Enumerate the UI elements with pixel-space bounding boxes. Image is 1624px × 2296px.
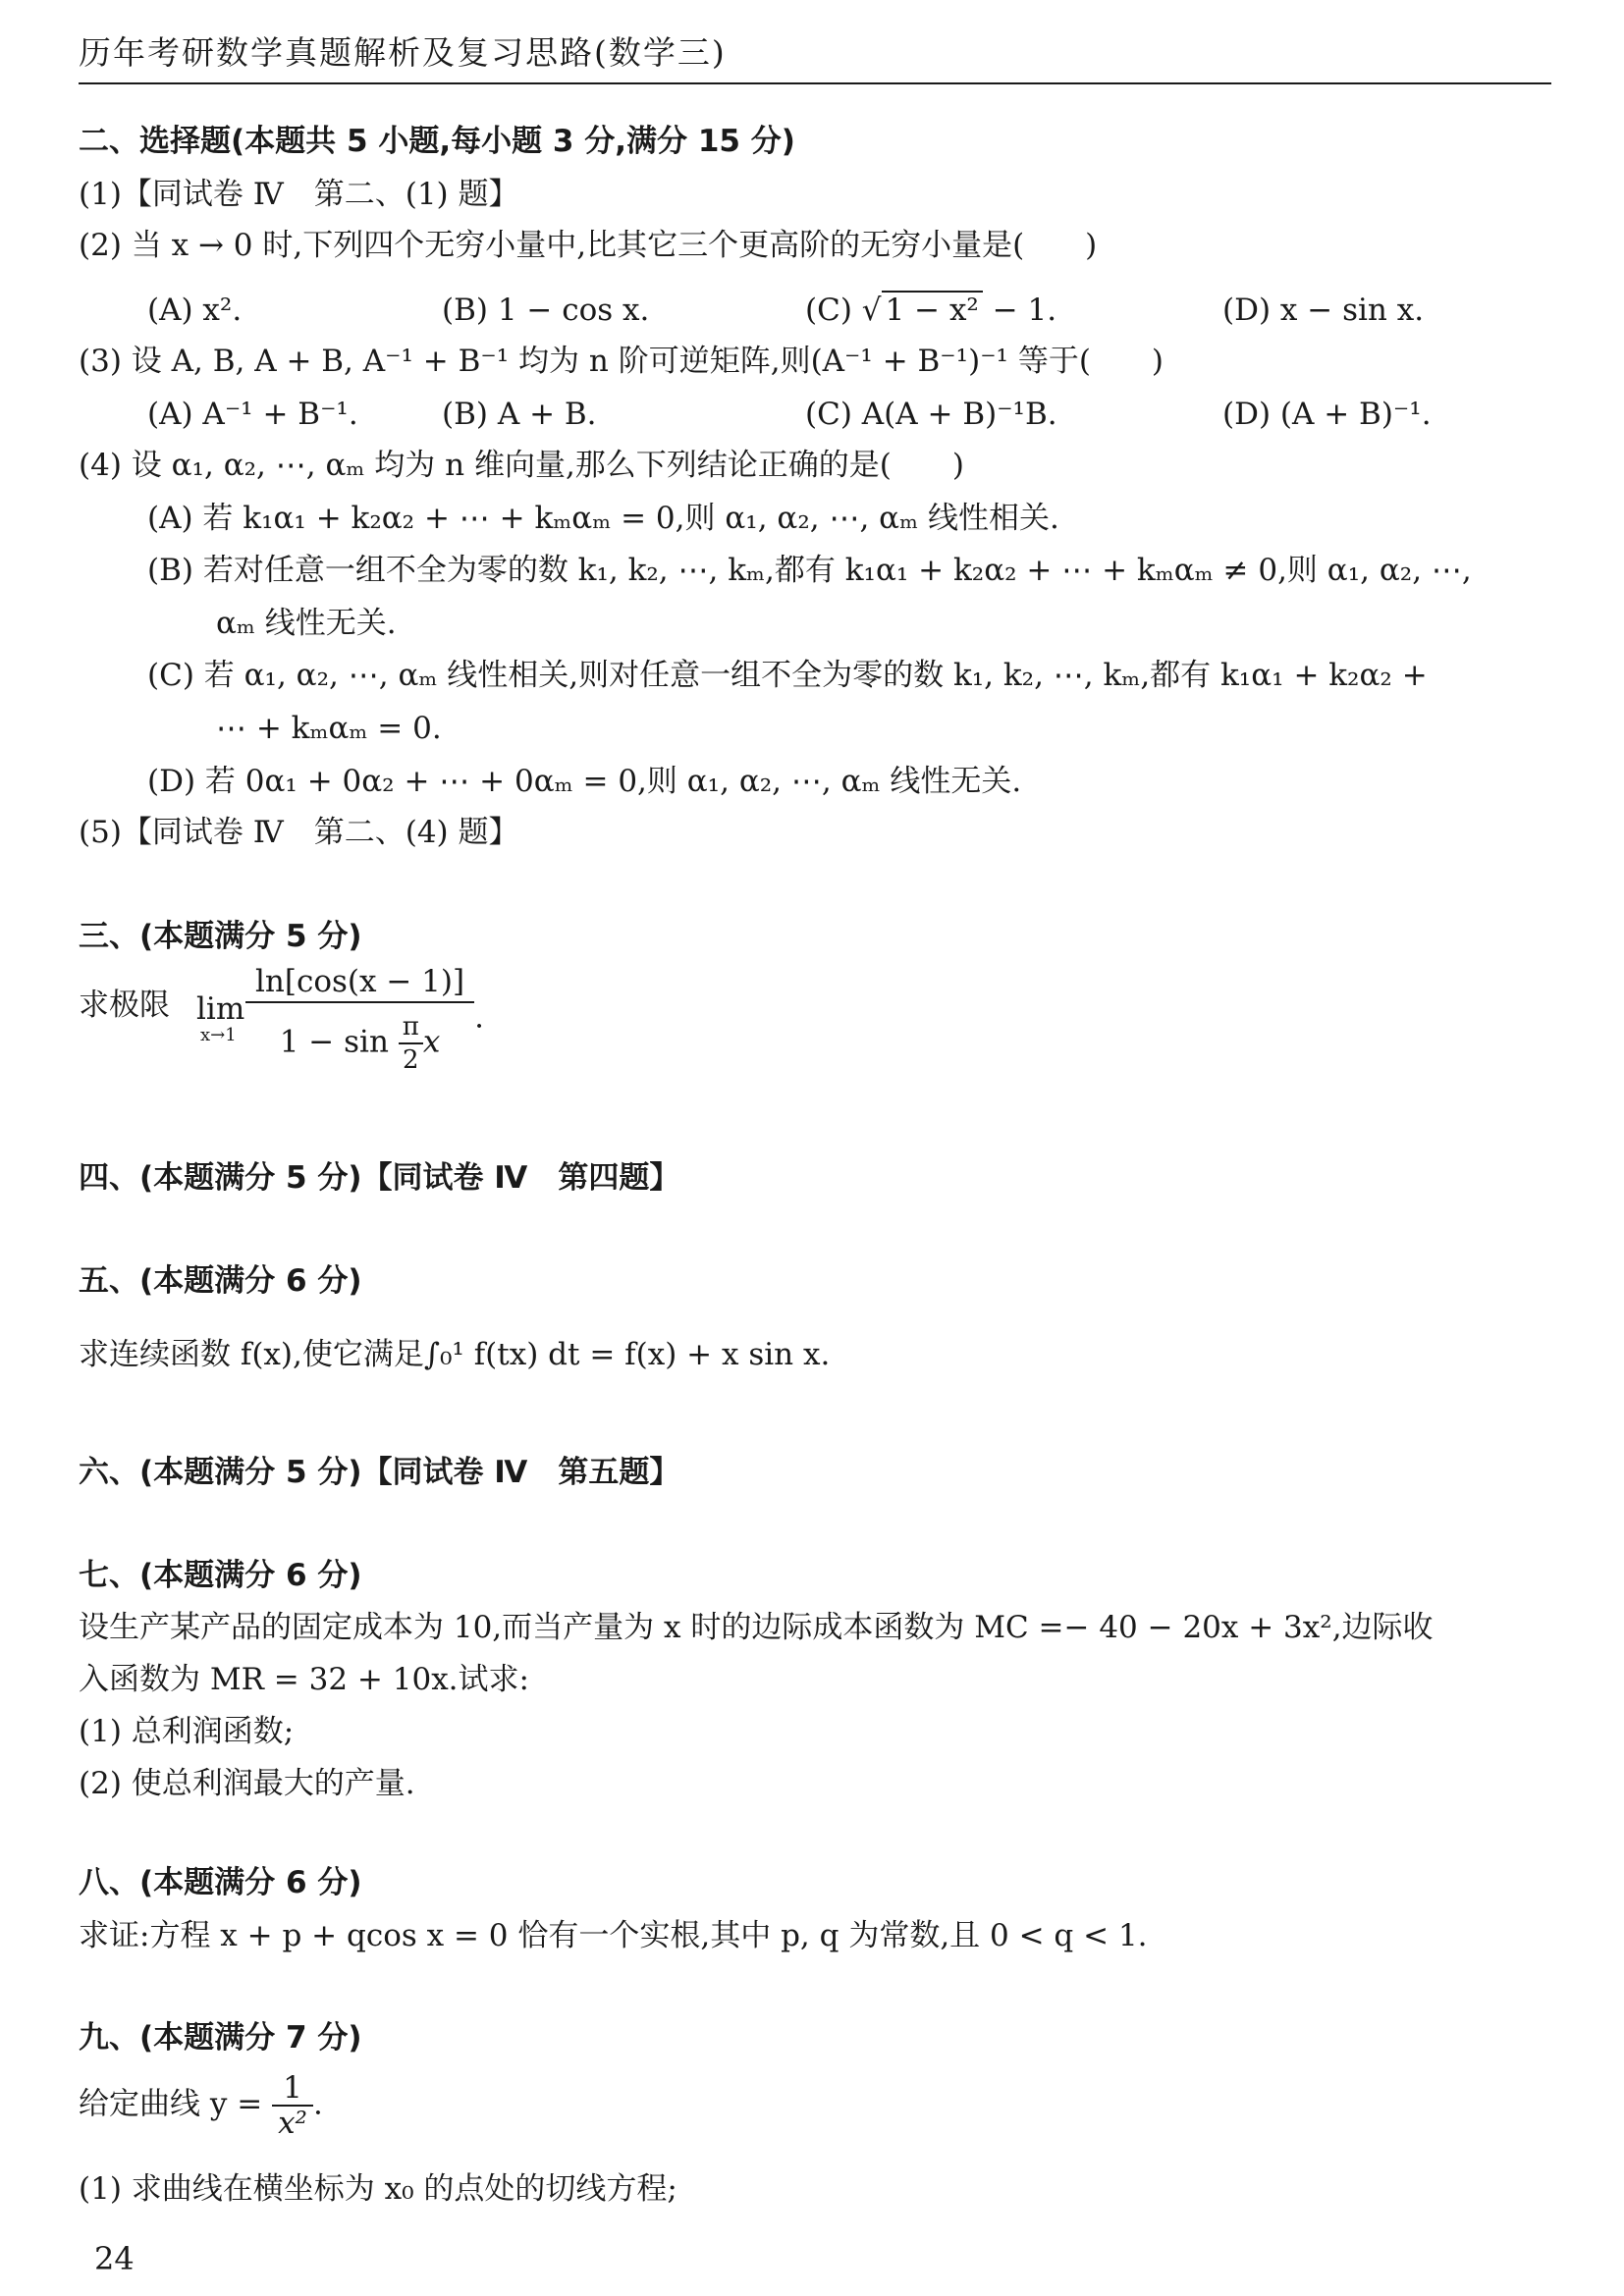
s2-q4-option-b-line1: (B) 若对任意一组不全为零的数 k₁, k₂, ⋯, kₘ,都有 k₁α₁ + k₂α₂ + ⋯ + kₘαₘ ≠ 0,则 α₁, α₂, ⋯, bbox=[147, 553, 1472, 588]
s9-denominator: x² bbox=[278, 2106, 307, 2141]
s2-q4-option-c-line2: ⋯ + kₘαₘ = 0. bbox=[216, 711, 442, 746]
sqrt-radicand: 1 − x² bbox=[882, 291, 983, 328]
s2-q2-option-a: (A) x². bbox=[147, 293, 243, 328]
limit-fraction bbox=[245, 962, 474, 1076]
s2-q3-stem: (3) 设 A, B, A + B, A⁻¹ + B⁻¹ 均为 n 阶可逆矩阵,则(A⁻¹ + B⁻¹)⁻¹ 等于( ) bbox=[79, 344, 1164, 379]
s9-q1: (1) 求曲线在横坐标为 x₀ 的点处的切线方程; bbox=[79, 2171, 677, 2207]
s2-q2-option-d: (D) x − sin x. bbox=[1222, 293, 1425, 328]
section-2-heading: 二、选择题(本题共 5 小题,每小题 3 分,满分 15 分) bbox=[79, 124, 795, 159]
running-header: 历年考研数学真题解析及复习思路(数学三) bbox=[79, 33, 727, 72]
section-9-heading: 九、(本题满分 7 分) bbox=[79, 2020, 362, 2056]
s9-tail: . bbox=[312, 2086, 323, 2122]
s7-q1: (1) 总利润函数; bbox=[79, 1714, 295, 1749]
option-c-label: (C) bbox=[805, 293, 852, 328]
s7-line2: 入函数为 MR = 32 + 10x.试求: bbox=[79, 1662, 529, 1697]
s2-q2-option-c bbox=[805, 291, 1056, 330]
s2-q3-option-d: (D) (A + B)⁻¹. bbox=[1222, 397, 1432, 432]
s3-tail: . bbox=[474, 999, 484, 1036]
s7-line1: 设生产某产品的固定成本为 10,而当产量为 x 时的边际成本函数为 MC =− 40 − 20x + 3x²,边际收 bbox=[79, 1610, 1434, 1645]
page-number: 24 bbox=[94, 2240, 135, 2277]
s3-lim-subscript: x→1 bbox=[200, 1025, 237, 1045]
s2-q4-stem: (4) 设 α₁, α₂, ⋯, αₘ 均为 n 维向量,那么下列结论正确的是( ) bbox=[79, 448, 964, 483]
s3-prefix: 求极限 bbox=[79, 988, 170, 1023]
s9-prefix: 给定曲线 y = bbox=[79, 2086, 263, 2122]
s2-q2-stem: (2) 当 x → 0 时,下列四个无穷小量中,比其它三个更高阶的无穷小量是( ) bbox=[79, 228, 1098, 263]
fraction-denominator bbox=[245, 1003, 474, 1076]
s2-q2-option-b: (B) 1 − cos x. bbox=[442, 293, 650, 328]
s2-q4-option-d: (D) 若 0α₁ + 0α₂ + ⋯ + 0αₘ = 0,则 α₁, α₂, ⋯, αₘ 线性无关. bbox=[147, 764, 1022, 799]
s2-q4-option-c-line1: (C) 若 α₁, α₂, ⋯, αₘ 线性相关,则对任意一组不全为零的数 k₁, k₂, ⋯, kₘ,都有 k₁α₁ + k₂α₂ + bbox=[147, 658, 1428, 693]
s3-lim: lim bbox=[196, 991, 245, 1027]
header-rule bbox=[79, 82, 1551, 84]
option-c-tail: − 1. bbox=[982, 293, 1057, 328]
pi-numerator: π bbox=[399, 1011, 423, 1044]
section-6-heading: 六、(本题满分 5 分)【同试卷 Ⅳ 第五题】 bbox=[79, 1455, 680, 1490]
section-5-heading: 五、(本题满分 6 分) bbox=[79, 1263, 362, 1299]
two-denominator: 2 bbox=[403, 1045, 419, 1075]
section-7-heading: 七、(本题满分 6 分) bbox=[79, 1558, 362, 1593]
section-4-heading: 四、(本题满分 5 分)【同试卷 Ⅳ 第四题】 bbox=[79, 1160, 680, 1196]
s2-q5: (5)【同试卷 Ⅳ 第二、(4) 题】 bbox=[79, 815, 519, 850]
s2-q4-option-b-line2: αₘ 线性无关. bbox=[216, 606, 397, 641]
s5-text: 求连续函数 f(x),使它满足∫₀¹ f(tx) dt = f(x) + x sin x. bbox=[79, 1337, 831, 1372]
s9-numerator: 1 bbox=[272, 2071, 313, 2107]
fraction-numerator: ln[cos(x − 1)] bbox=[245, 962, 474, 1003]
s8-text: 求证:方程 x + p + qcos x = 0 恰有一个实根,其中 p, q 为常数,且 0 < q < 1. bbox=[79, 1918, 1148, 1953]
section-8-heading: 八、(本题满分 6 分) bbox=[79, 1865, 362, 1900]
pi-over-two bbox=[399, 1011, 423, 1076]
den-prefix: 1 − sin bbox=[279, 1024, 389, 1060]
s9-curve bbox=[79, 2071, 323, 2140]
s2-q3-option-b: (B) A + B. bbox=[442, 397, 597, 432]
s2-q3-option-a: (A) A⁻¹ + B⁻¹. bbox=[147, 397, 358, 432]
one-over-x-squared bbox=[272, 2071, 313, 2140]
sqrt-sign: √ bbox=[861, 293, 882, 328]
den-x: x bbox=[422, 1024, 441, 1060]
section-3-heading: 三、(本题满分 5 分) bbox=[79, 919, 362, 954]
s2-q4-option-a: (A) 若 k₁α₁ + k₂α₂ + ⋯ + kₘαₘ = 0,则 α₁, α₂, ⋯, αₘ 线性相关. bbox=[147, 501, 1059, 536]
s2-q1: (1)【同试卷 Ⅳ 第二、(1) 题】 bbox=[79, 177, 519, 212]
s3-fraction bbox=[245, 962, 484, 1076]
s7-q2: (2) 使总利润最大的产量. bbox=[79, 1766, 415, 1801]
s2-q3-option-c: (C) A(A + B)⁻¹B. bbox=[805, 397, 1057, 432]
